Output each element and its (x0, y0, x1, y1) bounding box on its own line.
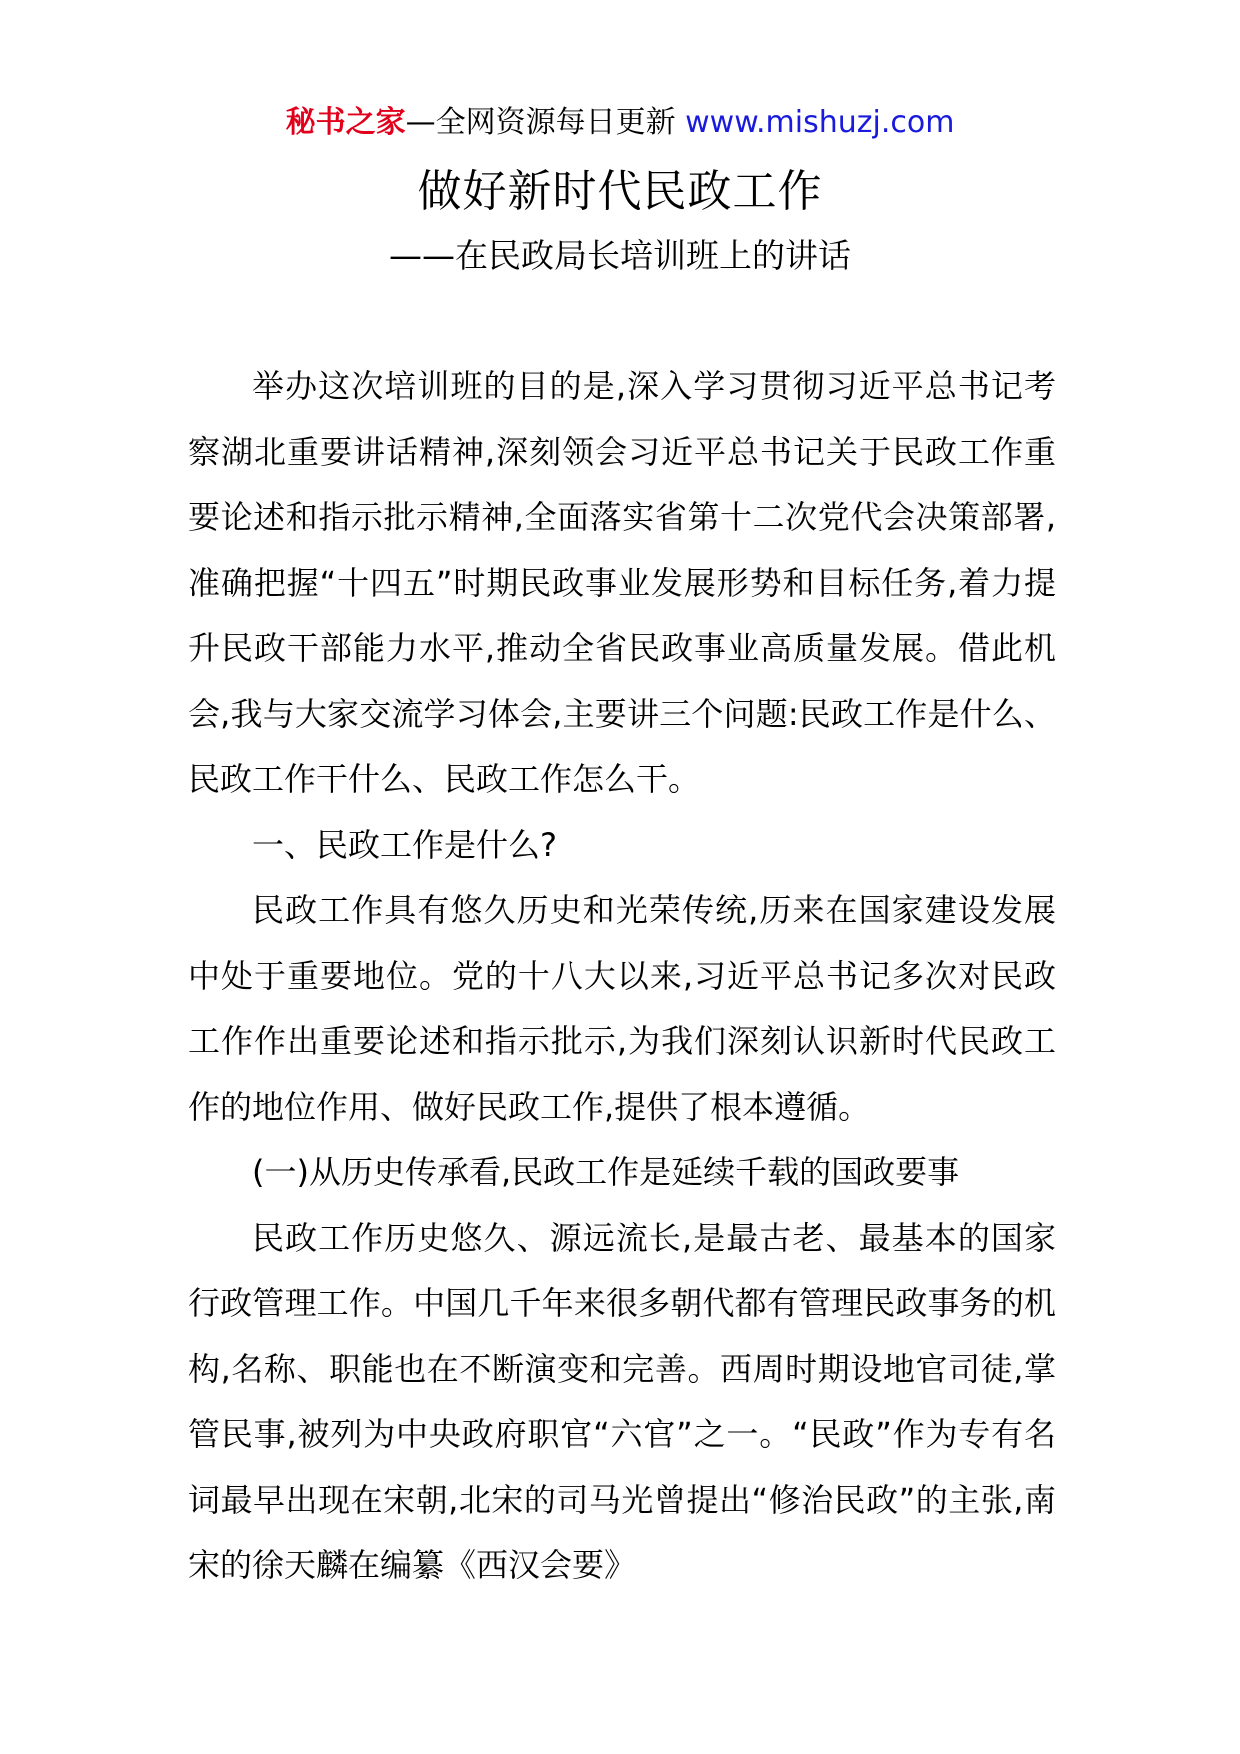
site-header (0, 100, 1240, 146)
document-title: 做好新时代民政工作 (417, 166, 823, 217)
paragraph-subsection-1: 民政工作历史悠久、源远流长,是最古老、最基本的国家行政管理工作。中国几千年来很多朝代都有管理民政事务的机构,名称、职能也在不断演变和完善。西周时期设地官司徒,掌管民事,被列为中央政府职官“六官”之一。“民政”作为专有名词最早出现在宋朝,北宋的司马光曾提出“修治民政”的主张,南宋的徐天麟在编纂《西汉会要》 (188, 1218, 1056, 1584)
subsection-heading-1: (一)从历史传承看,民政工作是延续千载的国政要事 (252, 1153, 960, 1191)
document-body (188, 354, 1056, 1599)
document-subtitle: ——在民政局长培训班上的讲话 (389, 236, 851, 275)
site-tagline: —全网资源每日更新 (405, 105, 686, 140)
site-url-link[interactable]: www.mishuzj.com (685, 105, 955, 140)
section-heading-1: 一、民政工作是什么? (252, 825, 557, 864)
paragraph-intro: 举办这次培训班的目的是,深入学习贯彻习近平总书记考察湖北重要讲话精神,深刻领会习近平总书记关于民政工作重要论述和指示批示精神,全面落实省第十二次党代会决策部署,准确把握“十四五”时期民政事业发展形势和目标任务,着力提升民政干部能力水平,推动全省民政事业高质量发展。借此机会,我与大家交流学习体会,主要讲三个问题:民政工作是什么、民政工作干什么、民政工作怎么干。 (188, 367, 1056, 798)
paragraph-section-1: 民政工作具有悠久历史和光荣传统,历来在国家建设发展中处于重要地位。党的十八大以来,习近平总书记多次对民政工作作出重要论述和指示批示,为我们深刻认识新时代民政工作的地位作用、做好民政工作,提供了根本遵循。 (188, 891, 1056, 1126)
brand-name: 秘书之家 (285, 105, 406, 140)
